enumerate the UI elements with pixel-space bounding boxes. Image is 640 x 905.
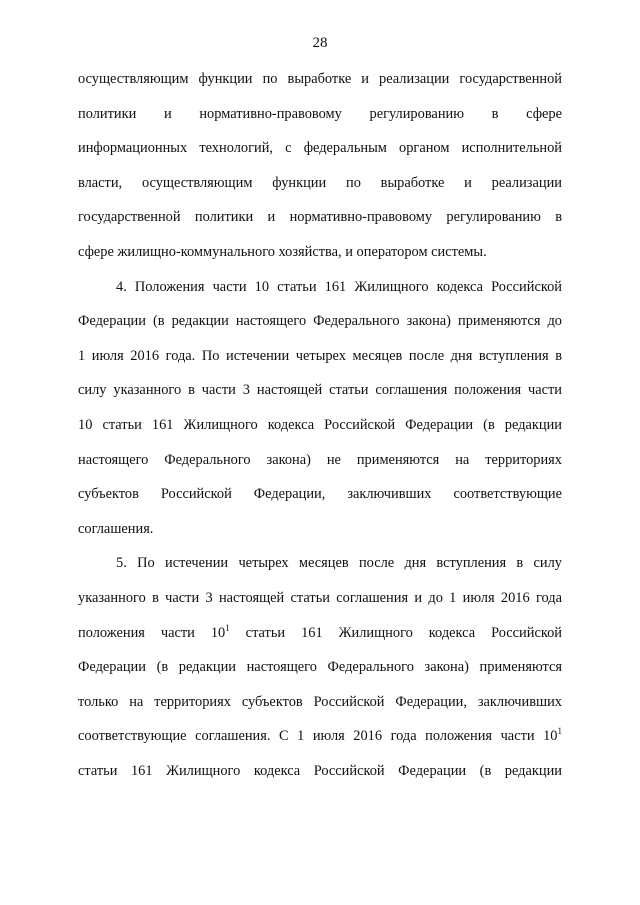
text-line-with-superscript (78, 616, 562, 651)
text-segment: соответствующие соглашения. С 1 июля 2016 года положения части 10 (78, 728, 558, 745)
text-segment: статьи 161 Жилищного кодекса Российской (229, 624, 562, 641)
text-line: соглашения. (78, 520, 154, 537)
text-line: 10 статьи 161 Жилищного кодекса Российской Федерации (в редакции (78, 416, 562, 433)
text-line: осуществляющим функции по выработке и реализации государственной (78, 71, 562, 87)
text-line: государственной политики и нормативно-правовому регулированию в (78, 209, 562, 226)
text-line: настоящего Федерального закона) не применяются на территориях (78, 451, 562, 468)
paragraph-item-5 (78, 546, 562, 788)
page-number: 28 (312, 35, 328, 51)
paragraph-item-4 (78, 270, 562, 547)
text-line: 1 июля 2016 года. По истечении четырех месяцев после дня вступления в (78, 347, 562, 364)
text-line: политики и нормативно-правовому регулированию в сфере (78, 105, 562, 122)
text-line: 4. Положения части 10 статьи 161 Жилищного кодекса Российской (116, 278, 562, 295)
text-line: только на территориях субъектов Российской Федерации, заключивших (78, 693, 562, 710)
text-line: статьи 161 Жилищного кодекса Российской Федерации (в редакции (78, 762, 562, 779)
text-segment: положения части 10 (78, 624, 226, 641)
text-line: Федерации (в редакции настоящего Федерального закона) применяются до (78, 313, 562, 330)
text-line: Федерации (в редакции настоящего Федерального закона) применяются (78, 659, 562, 676)
superscript: 1 (225, 622, 230, 633)
text-line: 5. По истечении четырех месяцев после дня вступления в силу (116, 555, 562, 572)
text-line: сфере жилищно-коммунального хозяйства, и оператором системы. (78, 243, 487, 260)
paragraph-continuation (78, 62, 562, 270)
text-line-with-superscript (78, 719, 562, 754)
text-line: субъектов Российской Федерации, заключивших соответствующие (78, 486, 562, 503)
text-line: власти, осуществляющим функции по выработке и реализации (78, 174, 562, 191)
text-line: информационных технологий, с федеральным органом исполнительной (78, 140, 562, 157)
text-line: силу указанного в части 3 настоящей статьи соглашения положения части (78, 382, 562, 399)
text-line: указанного в части 3 настоящей статьи соглашения и до 1 июля 2016 года (78, 589, 562, 606)
body-text (78, 62, 562, 788)
superscript: 1 (557, 726, 562, 737)
